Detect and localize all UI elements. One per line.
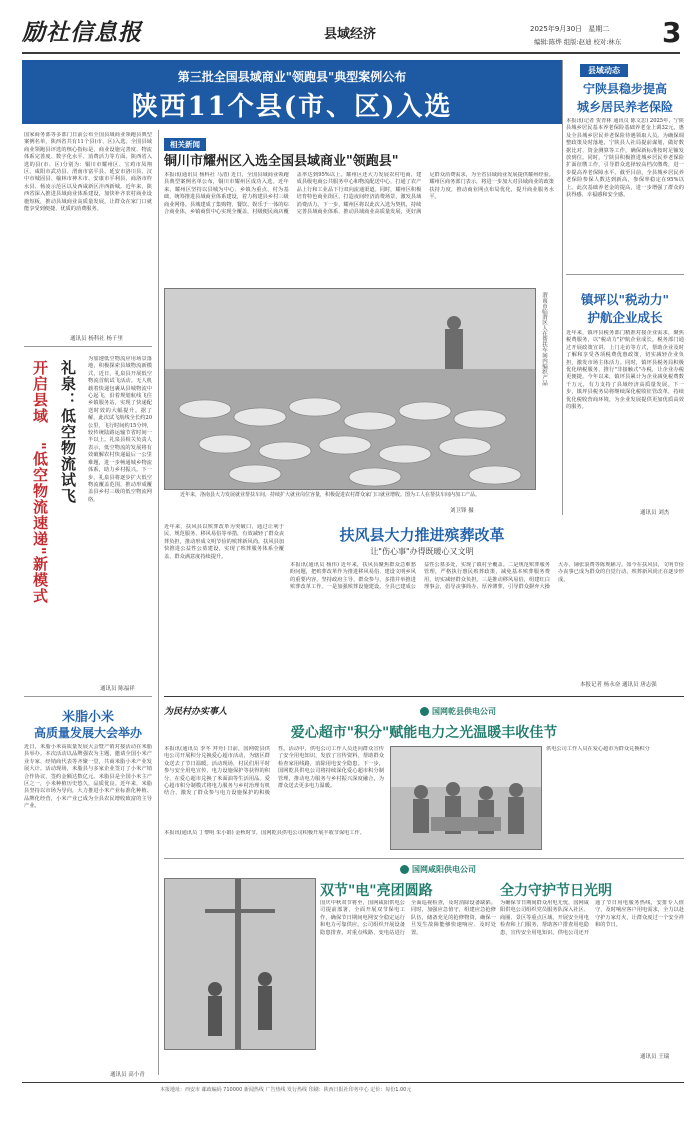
xianyang-photo <box>164 878 316 1050</box>
weekday-text: 星期二 <box>588 25 610 33</box>
intro-article: 国家商务部等多部门日前公布全国县域商业领跑县典型案例名单，陕西省共有11个县(市、区)入选。全国县域商业领跑县评选的核心指标是，商业设施完善度、物流体系完善度、数字化水平、消费活力等方面。陕西省入选的县(市、区)分别为：铜川市耀州区、宝鸡市凤翔区、咸阳市武功县、渭南市富平县、延安市洛川县、汉中市城固县、榆林市神木市、安康市平利县、商洛市柞水县、杨凌示范区以及西咸新区沣西新城。近年来，陕西省深入推进县域商业体系建设，加快补齐农村商业设施短板，推动县域商业高质量发展，让群众在家门口就能享受到便捷、优质的消费服务。 <box>24 132 152 213</box>
ningshan-headline-2: 城乡居民养老保险 <box>576 100 673 114</box>
vline-left <box>158 130 159 1075</box>
xianyang-photo-art <box>165 879 315 1049</box>
millet-headline-1: 米脂小米 <box>61 710 114 725</box>
divider-right-1 <box>566 274 684 275</box>
zhenping-headline-2: 护航企业成长 <box>587 310 663 325</box>
masthead <box>0 0 700 58</box>
zhenping-byline: 通讯员 刘杰 <box>640 510 670 516</box>
date-text: 2025年9月30日 <box>530 25 583 33</box>
issue-date <box>530 24 609 34</box>
fufeng-headline: 扶风县大力推进殡葬改革 <box>339 526 505 544</box>
editor-credits: 编辑:陈烨 组版:赵迪 校对:林东 <box>534 38 622 46</box>
page-number: 3 <box>662 16 682 49</box>
divider-left-1 <box>24 346 152 347</box>
related-kicker: 相关新闻 <box>164 138 206 151</box>
fufeng-article: 本报讯(通讯员 杨伟) 近年来，扶风县聚焦群众急难愁盼问题，把殡葬改革作为推进移风易俗、建设文明乡风的重要内容，坚持政府主导、群众参与，多措并举推进殡葬改革工作。一是加强殡葬设施建设。全县已建成公益性公墓多处，实现了镇村全覆盖。二是规范殡葬服务管理，严格执行惠民殡葬政策，减免基本殡葬服务费用，切实减轻群众负担。三是推动移风易俗，组建红白理事会，倡导丧事简办、厚养薄葬，引导群众摒弃大操大办、铺张浪费等陈规陋习。如今在扶风县，文明节俭办丧事已成为群众的自觉行动，殡葬新风尚正在逐步形成。 <box>290 562 684 591</box>
masthead-logo: 励社信息报 <box>22 19 142 46</box>
fufeng-subtitle: 让"伤心事"办得既暖心又文明 <box>370 547 474 556</box>
xianyang-headline-b: 全力守护节日光明 <box>500 883 612 899</box>
side-headline-line3: 礼泉：低空物流试飞 <box>59 360 77 504</box>
fufeng-byline: 本报记者 杨永奋 通讯员 唐志强 <box>580 682 657 688</box>
xianyang-article-a: 国庆中秋双节将至，国网咸阳供电公司提前部署，全面开展双节保电工作，确保节日期间电网安全稳定运行和电力可靠供应。公司组织开展设备隐患排查，对重点线路、变电站进行全面巡视检查，及时消除设备缺陷。同时，加强应急值守，组建应急抢修队伍，储备充足的抢修物资，确保一旦发生故障能够快速响应、及时处置。 <box>320 900 496 936</box>
xianyang-article-b: 为确保节日期间群众用电无忧，国网咸阳供电公司组织党员服务队深入社区、商圈、景区等重点区域，开展安全用电检查和上门服务，帮助客户排查用电隐患，宣传安全用电知识。供电公司还开通了节日用电服务热线，安排专人值守，及时响应客户用电需求，全力以赴守护万家灯火，让群众度过一个安全祥和的节日。 <box>500 900 684 936</box>
footer-rule <box>22 1082 684 1083</box>
millet-byline: 通讯员 高小青 <box>110 1072 145 1078</box>
xianyang-label <box>400 864 476 875</box>
xianyang-headline-a: 双节"电"亮团圆路 <box>320 883 433 899</box>
yaozhou-article: 本报讯(通讯员 杨科社 马清) 近日，全国县域商业领跑县典型案例名单公布，铜川市耀州区成功入选。近年来，耀州区坚持以县城为中心、乡镇为重点、村为基础，统筹推进县域商业体系建设，着力构建县乡村三级商业网络。县城建成了集购物、餐饮、娱乐于一体的综合商业体，乡镇商贸中心实现全覆盖，村级便民商店覆盖率达到95%以上。耀州区还大力发展农村电商，建成县级电商公共服务中心和物流配送中心，打通了农产品上行和工业品下行双向流通渠道。同时，耀州区积极培育特色商业街区，打造夜间经济消费场景，激发县域消费活力。下一步，耀州区将以此次入选为契机，持续完善县域商业体系，推动县域商业高质量发展，更好满足群众消费需求，为全省县域商业发展提供耀州经验。耀州区商务部门表示，将进一步加大对县域商业的政策扶持力度，推动商业网点布局优化，提升商业服务水平。 <box>164 172 554 216</box>
ningshan-headline-1: 宁陕县稳步提高 <box>582 82 667 96</box>
vline-right <box>562 60 563 515</box>
guoqian-byline-2: 本报讯(通讯员 丁黎明 朱小娟) 金秋时节，国网乾县供电公司积极开展丰收节保电工作。 <box>164 830 365 836</box>
ningshan-article: 本报讯(记者 贺青林 通讯员 陈文思) 2025年，宁陕县城乡居民基本养老保险基础养老金上调32元，惠及全县城乡居民养老保险待遇领取人员。为确保调整政策及时落地，宁陕县人社局提前谋划，做好数据比对、资金测算等工作，确保新标准按时足额发放到位。同时，宁陕县积极推进城乡居民养老保险扩面征缴工作，引导群众选择较高档次缴费，进一步提高养老保障水平。截至目前，全县城乡居民养老保险参保人数达到新高，参保率稳定在95%以上。此次基础养老金的提高，进一步增强了群众的获得感、幸福感和安全感。 <box>566 118 684 199</box>
guoqian-article: 本报讯(通讯员 李冬 拜舟) 日前，国网乾县供电公司开展积分兑换爱心超市活动，为辖区群众送去了节日温暖。活动现场，村民们用平时参与安全用电宣传、电力设施保护等获得的积分，在爱心超市兑换了米面油等生活用品。爱心超市积分制模式将电力服务与乡村治理有机结合，激发了群众参与电力设施保护的积极性。活动中，供电公司工作人员还向群众宣传了安全用电知识，发放了宣传资料，帮助群众检查家用线路，消除用电安全隐患。下一步，国网乾县供电公司将持续深化爱心超市积分制管理，推动电力服务与乡村振兴深度融合，为群众送去更多电力温暖。 <box>164 746 384 797</box>
xianyang-label-text: 国网咸阳供电公司 <box>412 865 476 874</box>
divider-left-2 <box>24 696 152 697</box>
xianyang-byline: 通讯员 王瑞 <box>640 1054 670 1060</box>
guoqian-headline: 爱心超市"积分"赋能电力之光温暖丰收佳节 <box>290 725 558 741</box>
photo-byline: 刘卫锋 摄 <box>450 508 474 514</box>
side-headline-line1: 开启县域 <box>31 360 49 424</box>
banner-subtitle: 第三批全国县域商业"领跑县"典型案例公布 <box>177 70 407 84</box>
yaozhou-headline: 铜川市耀州区入选全国县域商业"领跑县" <box>164 154 399 169</box>
guoqian-side-article: 供电公司工作人员在爱心超市为群众兑换积分 <box>546 746 650 752</box>
zhenping-headline-1: 镇坪以"税动力" <box>580 292 670 307</box>
section-title: 县域经济 <box>323 27 376 42</box>
banner <box>22 60 562 124</box>
main-photo-art <box>165 289 535 489</box>
guoqian-photo-art <box>391 747 541 849</box>
masthead-rule <box>22 52 680 54</box>
millet-headline-2: 高质量发展大会举办 <box>33 726 142 740</box>
guoqian-label <box>420 706 496 717</box>
bottom-section-rule <box>164 696 684 697</box>
side-headline-block <box>24 352 84 642</box>
zhenping-article: 近年来，镇坪县税务部门精准对接企业需求，聚焦税费服务，以"税动力"护航企业成长。税务部门通过开展政策宣讲、上门走访等方式，帮助企业及时了解和享受各项税费优惠政策，切实减轻企业负担，激发市场主体活力。同时，镇坪县税务局积极优化纳税服务，推行"非接触式"办税，让企业办税更便捷。今年以来，镇坪县累计为企业减免税费数千万元，有力支持了县域经济高质量发展。下一步，镇坪县税务局将继续深化税收征管改革，持续优化税收营商环境，为企业发展提供更加优质高效的服务。 <box>566 330 684 411</box>
funeral-lead-article: 近年来，扶风县以殡葬改革为突破口，通过让利于民、规范服务、移风易俗等举措，有效减轻了群众丧葬负担，推动形成文明节俭的殡葬新风尚。扶风县加快推进公益性公墓建设，实现了殡葬服务体系全覆盖，群众满意度持续提升。 <box>164 524 284 560</box>
intro-byline: 通讯员 杨科社 杨千里 <box>70 336 123 342</box>
county-news-label: 县域动态 <box>580 64 628 77</box>
main-photo <box>164 288 536 490</box>
photo-caption: 近年来，洛南县大力发展就业帮扶车间，持续扩大就业岗位容量，积极促进农村群众家门口就业增收。图为工人在帮扶车间内加工产品。 <box>180 492 481 498</box>
guoqian-photo <box>390 746 542 850</box>
footer-text: 本报地址：西安市 邮政编码 710000 新闻热线 广告热线 发行热线 印刷：陕西日报社印务中心 定价：每份1.00元 <box>160 1087 412 1093</box>
bottom-section-logo: 为民村办实事人 <box>164 707 228 717</box>
side-article: 为加速低空物流应用场景落地，积极探索县域物流新模式，近日，礼泉县开展低空物流首航试飞活动。无人机载着快递包裹从县城物流中心起飞，沿着规划航线飞往乡镇服务站，实现了快递配送时效的大幅提升。据了解，此次试飞航线全长约20公里，飞行时间约15分钟，较传统陆路运输节省时间一半以上。礼泉县相关负责人表示，低空物流的发展将有效破解农村快递最后一公里难题，进一步畅通城乡物流体系，助力乡村振兴。下一步，礼泉县将逐步扩大低空物流覆盖范围，推动形成覆盖县乡村三级的低空物流网络。 <box>88 356 152 503</box>
banner-title: 陕西11个县(市、区)入选 <box>131 92 453 122</box>
sgcc-logo-icon-2 <box>400 865 409 874</box>
side-headline-line2: "低空物流速递"新模式 <box>31 442 49 604</box>
side-byline: 通讯员 陈福祥 <box>100 686 135 692</box>
guoqian-label-text: 国网乾县供电公司 <box>432 707 496 716</box>
divider-bottom <box>164 858 684 859</box>
photo-vertical-caption: 渭南市临渭区人在帮扶车间内编织产品 <box>541 292 547 386</box>
millet-article: 近日，米脂小米高质量发展大会暨产销对接活动在米脂县举办。本次活动以品牌强农为主题，邀请全国小米产业专家、经销商代表等齐聚一堂，共商米脂小米产业发展大计。活动现场，米脂县与多家企业签订了小米产销合作协议，签约金额达数亿元。米脂县是全国小米主产区之一，小米种植历史悠久，品质优良。近年来，米脂县坚持以市场为导向，大力推进小米产业标准化种植、品牌化经营，小米产业已成为全县农民增收致富的主导产业。 <box>24 744 152 810</box>
sgcc-logo-icon <box>420 707 429 716</box>
